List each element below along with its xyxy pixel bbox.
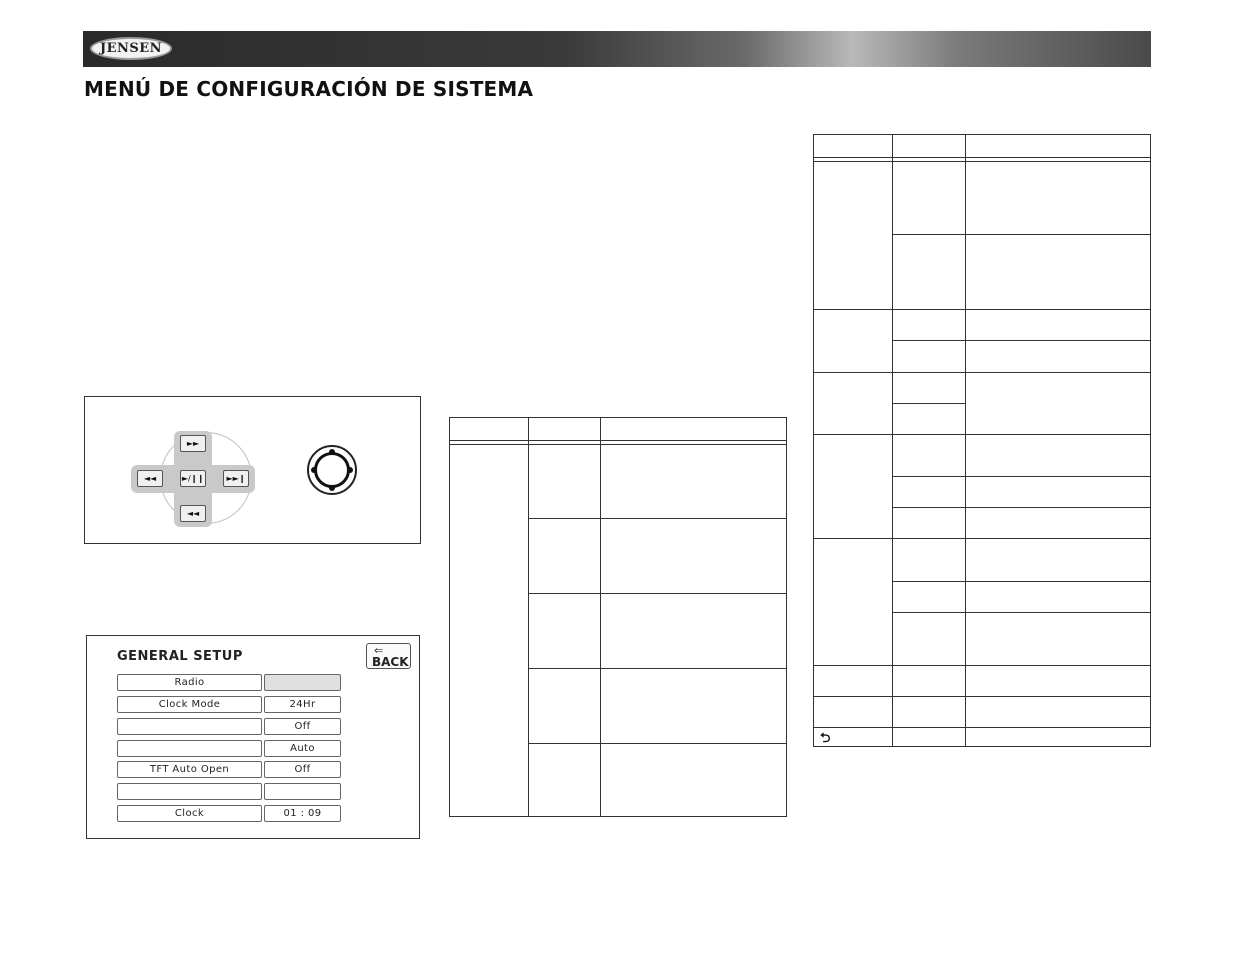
table-row-rule bbox=[528, 743, 786, 744]
jensen-logo bbox=[90, 37, 172, 60]
table-row-rule bbox=[892, 507, 1150, 508]
fast-forward-button[interactable]: ►► bbox=[180, 435, 206, 452]
setup-title: GENERAL SETUP bbox=[117, 649, 243, 664]
setup-row-3[interactable] bbox=[117, 718, 262, 735]
table-column-rule bbox=[965, 135, 966, 746]
header-band bbox=[83, 31, 1151, 67]
table-row-rule bbox=[892, 234, 1150, 235]
knob-inner-ring bbox=[314, 452, 350, 488]
general-setup-screen bbox=[86, 635, 420, 839]
logo-text: JENSEN bbox=[99, 41, 163, 56]
knob-dot bbox=[311, 467, 317, 473]
fast-rewind-button[interactable]: ◄◄ bbox=[180, 505, 206, 522]
table-row-rule bbox=[814, 727, 1150, 728]
table-row-rule bbox=[528, 593, 786, 594]
setup-value-tft-auto-open[interactable]: Off bbox=[264, 761, 341, 778]
back-arrow-icon: ⇐ bbox=[374, 645, 384, 657]
setup-row-clock[interactable]: Clock bbox=[117, 805, 262, 822]
setup-value-3[interactable]: Off bbox=[264, 718, 341, 735]
table-row-rule bbox=[892, 476, 1150, 477]
setup-row-6[interactable] bbox=[117, 783, 262, 800]
table-row-rule bbox=[814, 696, 1150, 697]
table-column-rule bbox=[528, 418, 529, 816]
play-pause-button[interactable]: ►/❙❙ bbox=[180, 470, 206, 487]
return-arrow-icon: ⮌ bbox=[820, 730, 831, 745]
back-button[interactable] bbox=[366, 643, 411, 669]
table-row-rule bbox=[814, 538, 1150, 539]
next-track-button[interactable]: ►►❙ bbox=[223, 470, 249, 487]
table-column-rule bbox=[600, 418, 601, 816]
table-row-rule bbox=[814, 665, 1150, 666]
setup-value-radio[interactable] bbox=[264, 674, 341, 691]
table-row-rule bbox=[892, 612, 1150, 613]
table-row-rule bbox=[814, 372, 1150, 373]
table-header-rule bbox=[814, 161, 1150, 162]
setup-row-radio[interactable]: Radio bbox=[117, 674, 262, 691]
table-header-rule bbox=[814, 157, 1150, 158]
setup-row-tft-auto-open[interactable]: TFT Auto Open bbox=[117, 761, 262, 778]
setup-row-clock-mode[interactable]: Clock Mode bbox=[117, 696, 262, 713]
settings-table-right bbox=[813, 134, 1151, 747]
rotary-knob-icon[interactable] bbox=[307, 445, 357, 495]
table-header-rule bbox=[450, 440, 786, 441]
table-row-rule bbox=[528, 668, 786, 669]
back-label: BACK bbox=[372, 655, 409, 669]
table-row-rule bbox=[814, 434, 1150, 435]
knob-dot bbox=[329, 449, 335, 455]
knob-dot bbox=[347, 467, 353, 473]
setup-value-6[interactable] bbox=[264, 783, 341, 800]
setup-value-4[interactable]: Auto bbox=[264, 740, 341, 757]
table-row-rule bbox=[528, 518, 786, 519]
table-header-rule bbox=[450, 444, 786, 445]
table-row-rule bbox=[892, 403, 965, 404]
table-column-rule bbox=[892, 135, 893, 746]
previous-track-button[interactable]: ◄◄ bbox=[137, 470, 163, 487]
knob-dot bbox=[329, 485, 335, 491]
table-row-rule bbox=[892, 581, 1150, 582]
table-row-rule bbox=[892, 340, 1150, 341]
page-title: MENÚ DE CONFIGURACIÓN DE SISTEMA bbox=[84, 77, 534, 101]
setup-row-4[interactable] bbox=[117, 740, 262, 757]
setup-value-clock-mode[interactable]: 24Hr bbox=[264, 696, 341, 713]
control-panel-figure bbox=[84, 396, 421, 544]
table-row-rule bbox=[814, 309, 1150, 310]
settings-table-middle bbox=[449, 417, 787, 817]
setup-value-clock[interactable]: 01 : 09 bbox=[264, 805, 341, 822]
